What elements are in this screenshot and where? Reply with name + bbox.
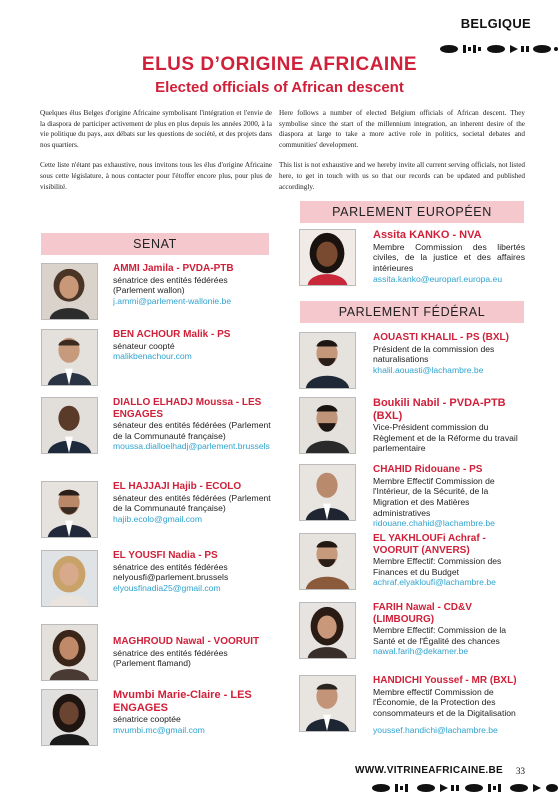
member-role: Membre Effectif: Commission des Finances et du Budget [373,556,502,577]
member-email[interactable]: j.ammi@parlement-wallonie.be [113,295,232,306]
member-name: DIALLO ELHADJ Moussa - LES ENGAGES [113,397,262,420]
intro-english [279,108,525,192]
member-email[interactable]: moussa.dialloelhadj@parlement.brussels [113,441,270,452]
member-email[interactable]: malikbenachour.com [113,351,192,362]
intro-en-paragraph-2: This list is not exhaustive and we hereby invite all current serving officials, not listed here, to get in touch with us so that our records can be updated and published accordingly. [279,161,525,191]
member-role: sénateur coopté [113,340,175,351]
member-name: MAGHROUD Nawal - VOORUIT [113,636,260,647]
website-url[interactable]: WWW.VITRINEAFRICAINE.BE [355,765,504,776]
portrait-photo [41,481,98,538]
member-email[interactable]: youssef.handichi@lachambre.be [373,724,498,735]
member-role: sénatrice des entités fédérées (Parlement flamand) [113,647,228,669]
member-name: Assita KANKO - NVA [373,229,482,241]
member-name: HANDICHI Youssef - MR (BXL) [373,675,517,686]
member-email[interactable]: khalil.aouasti@lachambre.be [373,364,484,375]
member-role: Membre Commission des libertés civiles, de la justice et des affaires intérieures [373,241,525,273]
member-name: BEN ACHOUR Malik - PS [113,329,231,340]
member-name: FARIH Nawal - CD&V (LIMBOURG) [373,602,472,625]
section-header-parlement-europeen: PARLEMENT EUROPÉEN [300,201,524,223]
member-role: Président de la commission des naturalisations [373,343,495,365]
section-header-parlement-federal: PARLEMENT FÉDÉRAL [300,301,524,323]
portrait-photo [41,689,98,746]
intro-fr-paragraph-1: Quelques élus Belges d'origine Africaine symbolisant l'intégration et l'envie de la diaspora de participer activement de plus en plus depuis les années 2000, à la vie politique du pays, aux débats sur les questions de société, et des projets dans nos quartiers. [40,109,272,149]
portrait-photo [299,332,356,389]
portrait-photo [299,397,356,454]
member-name: Boukili Nabil - PVDA-PTB (BXL) [373,397,506,422]
member-role: sénatrice des entités fédérées (Parlement wallon) [113,274,228,296]
member-name: Mvumbi Marie-Claire - LES ENGAGES [113,689,252,714]
portrait-photo [299,464,356,521]
member-role: Vice-Président commission du Règlement et de la Réforme du travail parlementaire [373,422,518,454]
country-label: BELGIQUE [460,16,531,31]
member-email[interactable]: nawal.farih@dekamer.be [373,646,469,657]
decorative-pattern-bottom [370,782,559,794]
member-name: AMMI Jamila - PVDA-PTB [113,263,234,274]
member-role: sénateur des entités fédérées (Parlement de la Communauté française) [113,420,271,441]
portrait-photo [299,229,356,286]
page-subtitle: Elected officials of African descent [155,79,404,96]
member-name: EL YOUSFI Nadia - PS [113,550,218,561]
member-email[interactable]: mvumbi.mc@gmail.com [113,724,205,735]
member-role: Membre effectif Commission de l'Économie, de la Protection des consommateurs et de la Digitalisation [373,686,516,718]
member-email[interactable]: achraf.elyakloufi@lachambre.be [373,577,496,588]
member-role: Membre Effectif: Commission de la Santé et de l'Égalité des chances [373,625,507,646]
page-number: 33 [516,766,525,776]
intro-fr-paragraph-2: Cette liste n'étant pas exhaustive, nous invitons tous les élus d'origine Africaine sous cette législature, à nous contacter pour l'étoffer encore plus, pour plus de visibilité. [40,161,272,191]
portrait-photo [41,397,98,454]
member-email[interactable]: assita.kanko@europarl.europa.eu [373,273,503,284]
portrait-photo [299,675,356,732]
member-email[interactable]: ridouane.chahid@lachambre.be [373,518,495,529]
member-name: EL HAJJAJI Hajib - ECOLO [113,481,242,492]
page-title: ELUS D’ORIGINE AFRICAINE [141,54,418,75]
section-header-senat: SENAT [41,233,269,255]
intro-french [40,108,272,192]
portrait-photo [41,550,98,607]
portrait-photo [41,624,98,681]
portrait-photo [299,602,356,659]
member-email[interactable]: hajib.ecolo@gmail.com [113,513,202,524]
member-role: sénatrice cooptée [113,714,181,724]
member-role: Membre Effectif Commission de l'Intérieur, de la Sécurité, de la Migration et des Matières administratives [373,475,495,518]
member-email[interactable]: elyousfinadia25@gmail.com [113,582,221,593]
portrait-photo [299,533,356,590]
member-role: sénatrice des entités fédérées nelyousfi@parlement.brussels [113,561,229,583]
member-role: sénateur des entités fédérées (Parlement de la Communauté française) [113,492,271,514]
member-name: AOUASTI KHALIL - PS (BXL) [373,332,509,343]
member-name: CHAHID Ridouane - PS [373,464,483,475]
portrait-photo [41,263,98,320]
member-name: EL YAKHLOUFi Achraf - VOORUIT (ANVERS) [373,533,486,556]
intro-en-paragraph-1: Here follows a number of elected Belgium officials of African descent. They symbolise since the start of the millennium integration, an inherent desire of the diaspora at large to take a more active role in politics, societal debates and communities' development. [279,109,525,149]
portrait-photo [41,329,98,386]
